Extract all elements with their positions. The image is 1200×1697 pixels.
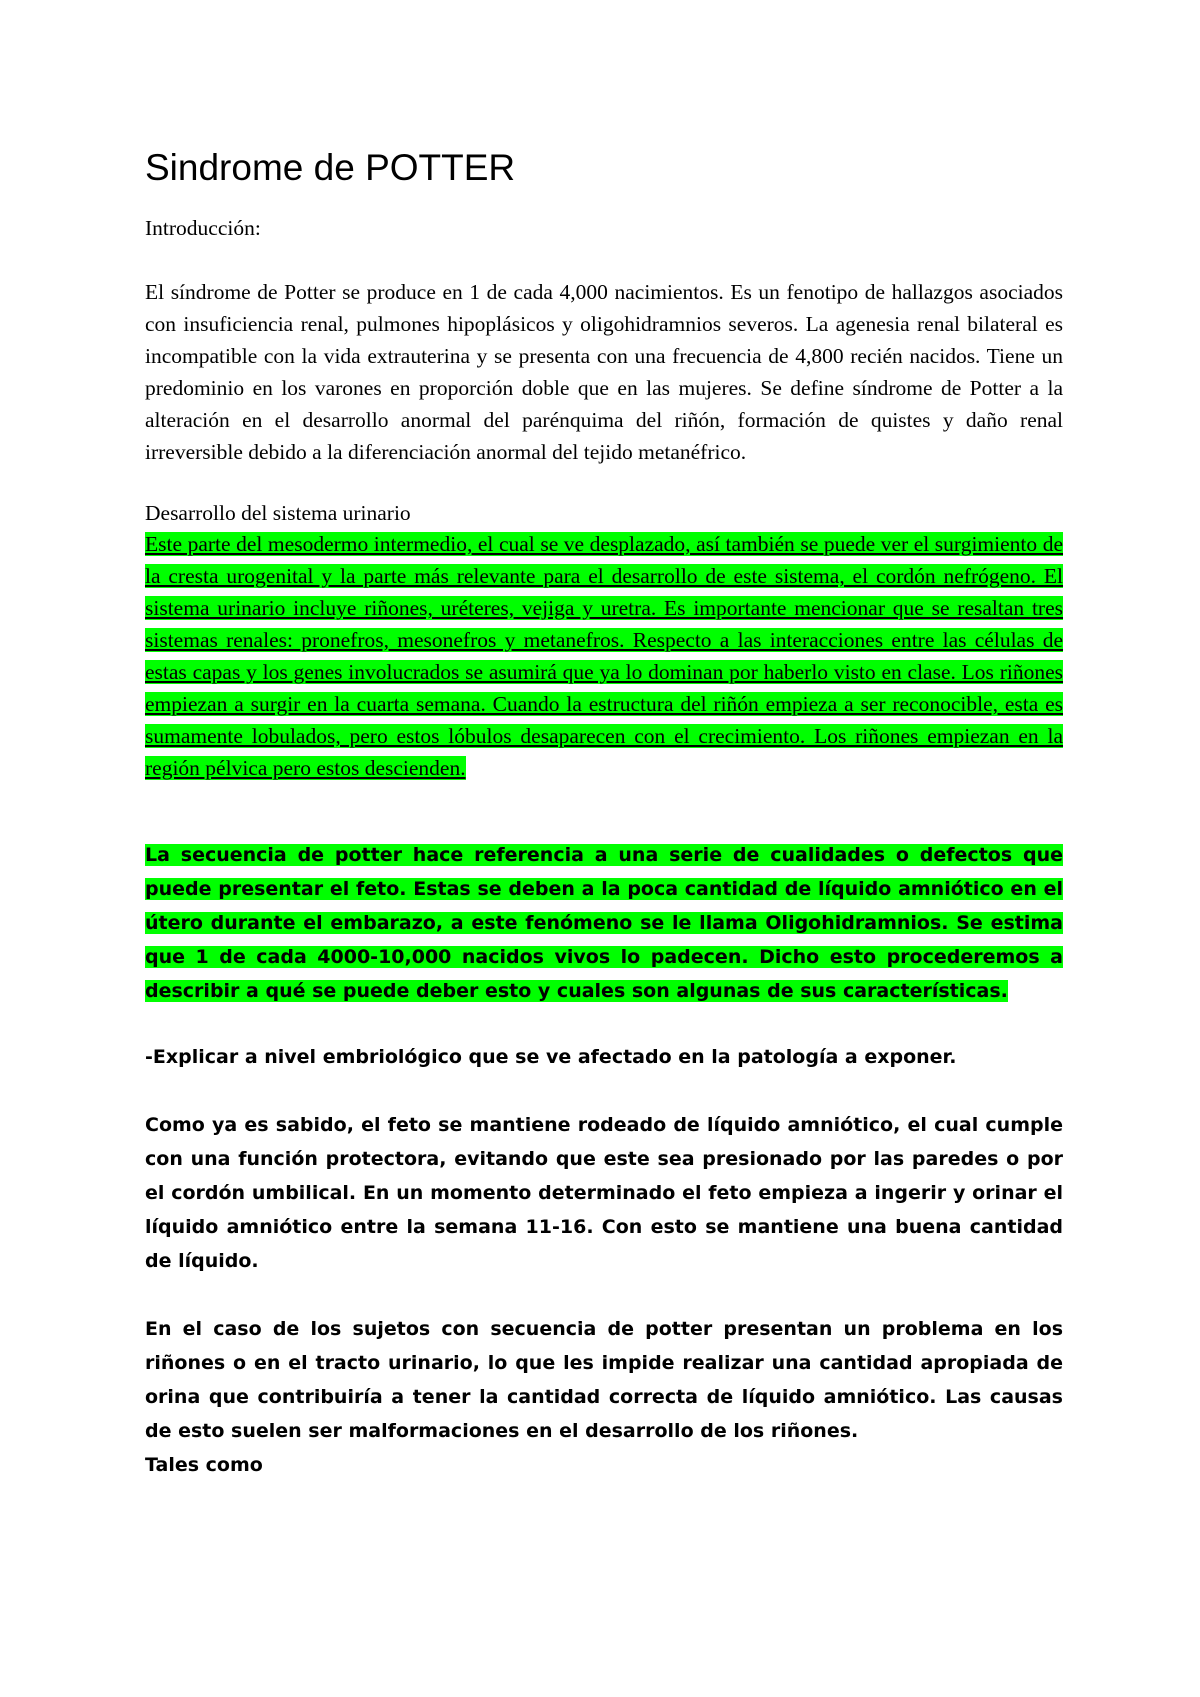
embryo-heading: -Explicar a nivel embriológico que se ve afectado en la patología a exponer. bbox=[145, 1046, 957, 1068]
intro-paragraph: El síndrome de Potter se produce en 1 de cada 4,000 nacimientos. Es un fenotipo de hallazgos asociados con insuficiencia renal, pulmones hipoplásicos y oligohidramnios severos. La agenesia renal bilateral es incompatible con la vida extrauterina y se presenta con una frecuencia de 4,800 recién nacidos. Tiene un predominio en los varones en proporción doble que en las mujeres. Se define síndrome de Potter a la alteración en el desarrollo anormal del parénquima del riñón, formación de quistes y daño renal irreversible debido a la diferenciación anormal del tejido metanéfrico. bbox=[145, 280, 1063, 464]
potter-paragraph bbox=[145, 838, 1063, 1008]
section-paragraph bbox=[145, 528, 1063, 784]
document-title: Sindrome de POTTER bbox=[145, 147, 516, 188]
cases-paragraph: En el caso de los sujetos con secuencia de potter presentan un problema en los riñones o en el tracto urinario, lo que les impide realizar una cantidad apropiada de orina que contribuiría a tener la cantidad correcta de líquido amniótico. Las causas de esto suelen ser malformaciones en el desarrollo de los riñones. bbox=[145, 1318, 1063, 1442]
highlighted-text: La secuencia de potter hace referencia a una serie de cualidades o defectos que puede presentar el feto. Estas se deben a la poca cantidad de líquido amniótico en el útero durante el embarazo, a este fenómeno se le llama Oligohidramnios. Se estima que 1 de cada 4000-10,000 nacidos vivos lo padecen. Dicho esto procederemos a describir a qué se puede deber esto y cuales son algunas de sus características. bbox=[145, 844, 1063, 1002]
highlighted-text: Este parte del mesodermo intermedio, el cual se ve desplazado, así también se puede ver el surgimiento de la cresta urogenital y la parte más relevante para el desarrollo de este sistema, el cordón nefrógeno. El sistema urinario incluye riñones, uréteres, vejiga y uretra. Es importante mencionar que se resaltan tres sistemas renales: pronefros, mesonefros y metanefros. Respecto a las interacciones entre las células de estas capas y los genes involucrados se asumirá que ya lo dominan por haberlo visto en clase. Los riñones empiezan a surgir en la cuarta semana. Cuando la estructura del riñón empieza a ser reconocible, esta es sumamente lobulados, pero estos lóbulos desaparecen con el crecimiento. Los riñones empiezan en la región pélvica pero estos descienden. bbox=[145, 532, 1063, 780]
section-heading: Desarrollo del sistema urinario bbox=[145, 501, 411, 525]
amniotic-paragraph: Como ya es sabido, el feto se mantiene rodeado de líquido amniótico, el cual cumple con una función protectora, evitando que este sea presionado por las paredes o por el cordón umbilical. En un momento determinado el feto empieza a ingerir y orinar el líquido amniótico entre la semana 11-16. Con esto se mantiene una buena cantidad de líquido. bbox=[145, 1114, 1063, 1272]
document-body bbox=[145, 143, 1063, 1482]
tales-como-text: Tales como bbox=[145, 1454, 263, 1476]
intro-label: Introducción: bbox=[145, 216, 261, 240]
